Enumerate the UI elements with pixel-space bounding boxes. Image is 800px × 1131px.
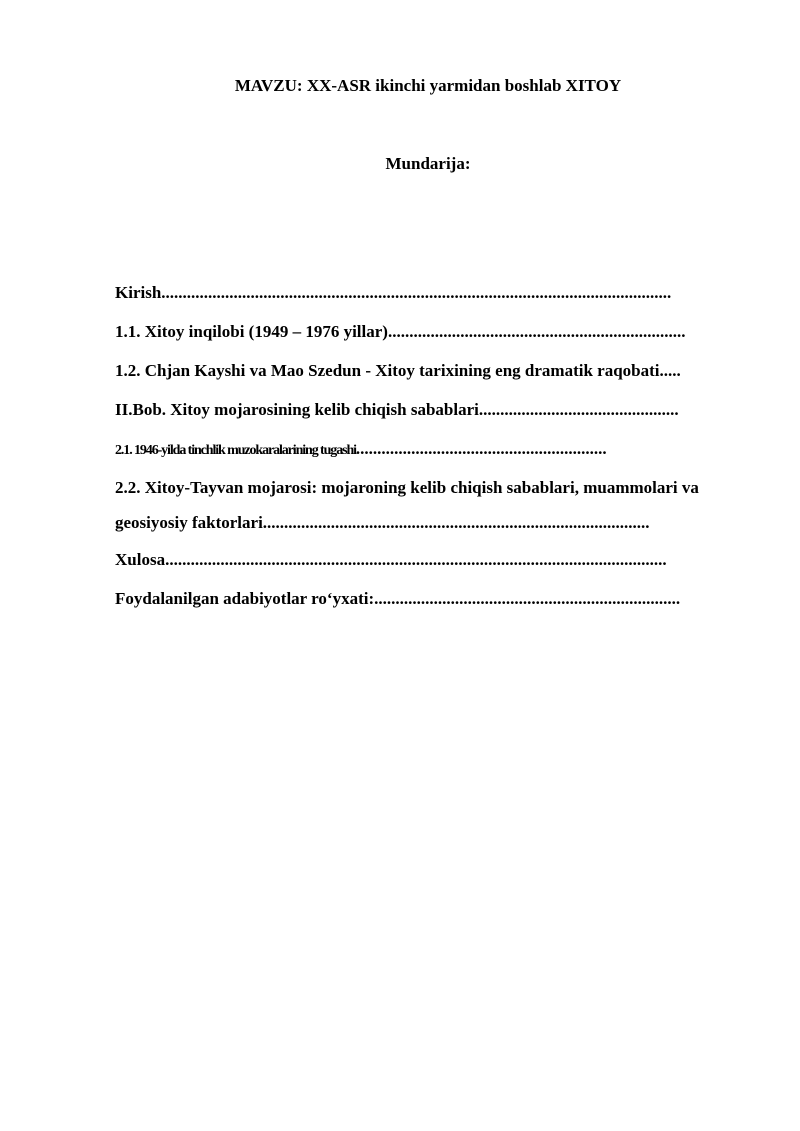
toc-item-label: Kirish	[115, 283, 162, 302]
toc-leader-dots: ......................................................................................................................	[165, 550, 667, 569]
toc-item-adabiyotlar	[115, 579, 742, 618]
toc-item-label: Foydalanilgan adabiyotlar ro‘yxati:	[115, 589, 375, 608]
toc-item-ii-bob	[115, 390, 742, 429]
toc-item-xulosa	[115, 540, 742, 579]
toc-item-label: 1.1. Xitoy inqilobi (1949 – 1976 yillar)	[115, 322, 388, 341]
toc-item-kirish	[115, 273, 742, 312]
toc-item-2-2	[115, 470, 742, 540]
toc-item-label: 2.1. 1946-yilda tinchlik muzokaralarining tugashi	[115, 443, 356, 458]
toc-item-1-2	[115, 351, 742, 390]
toc-leader-dots: ........................................................................................................................	[161, 283, 672, 302]
toc-leader-dots: .....	[659, 361, 681, 380]
toc-leader-dots: ...............................................	[478, 400, 679, 419]
table-of-contents	[115, 273, 742, 618]
toc-leader-dots: ........................................................................	[374, 589, 681, 608]
toc-leader-dots: ...........................................................................................	[262, 513, 650, 532]
toc-item-label: 1.2. Chjan Kayshi va Mao Szedun - Xitoy tarixining eng dramatik raqobati	[115, 361, 660, 380]
toc-item-1-1	[115, 312, 742, 351]
document-title: MAVZU: XX-ASR ikinchi yarmidan boshlab XITOY	[234, 76, 622, 95]
toc-item-2-1	[115, 429, 742, 468]
toc-item-label: Xulosa	[115, 550, 166, 569]
toc-leader-dots: ...........................................................	[355, 439, 607, 458]
toc-item-label: 2.2. Xitoy-Tayvan mojarosi: mojaroning kelib chiqish sabablari, muammolari va geosiyosiy faktorlari	[115, 478, 699, 532]
toc-item-label: II.Bob. Xitoy mojarosining kelib chiqish sabablari	[115, 400, 479, 419]
toc-leader-dots: ......................................................................	[387, 322, 686, 341]
toc-heading: Mundarija:	[385, 154, 471, 173]
